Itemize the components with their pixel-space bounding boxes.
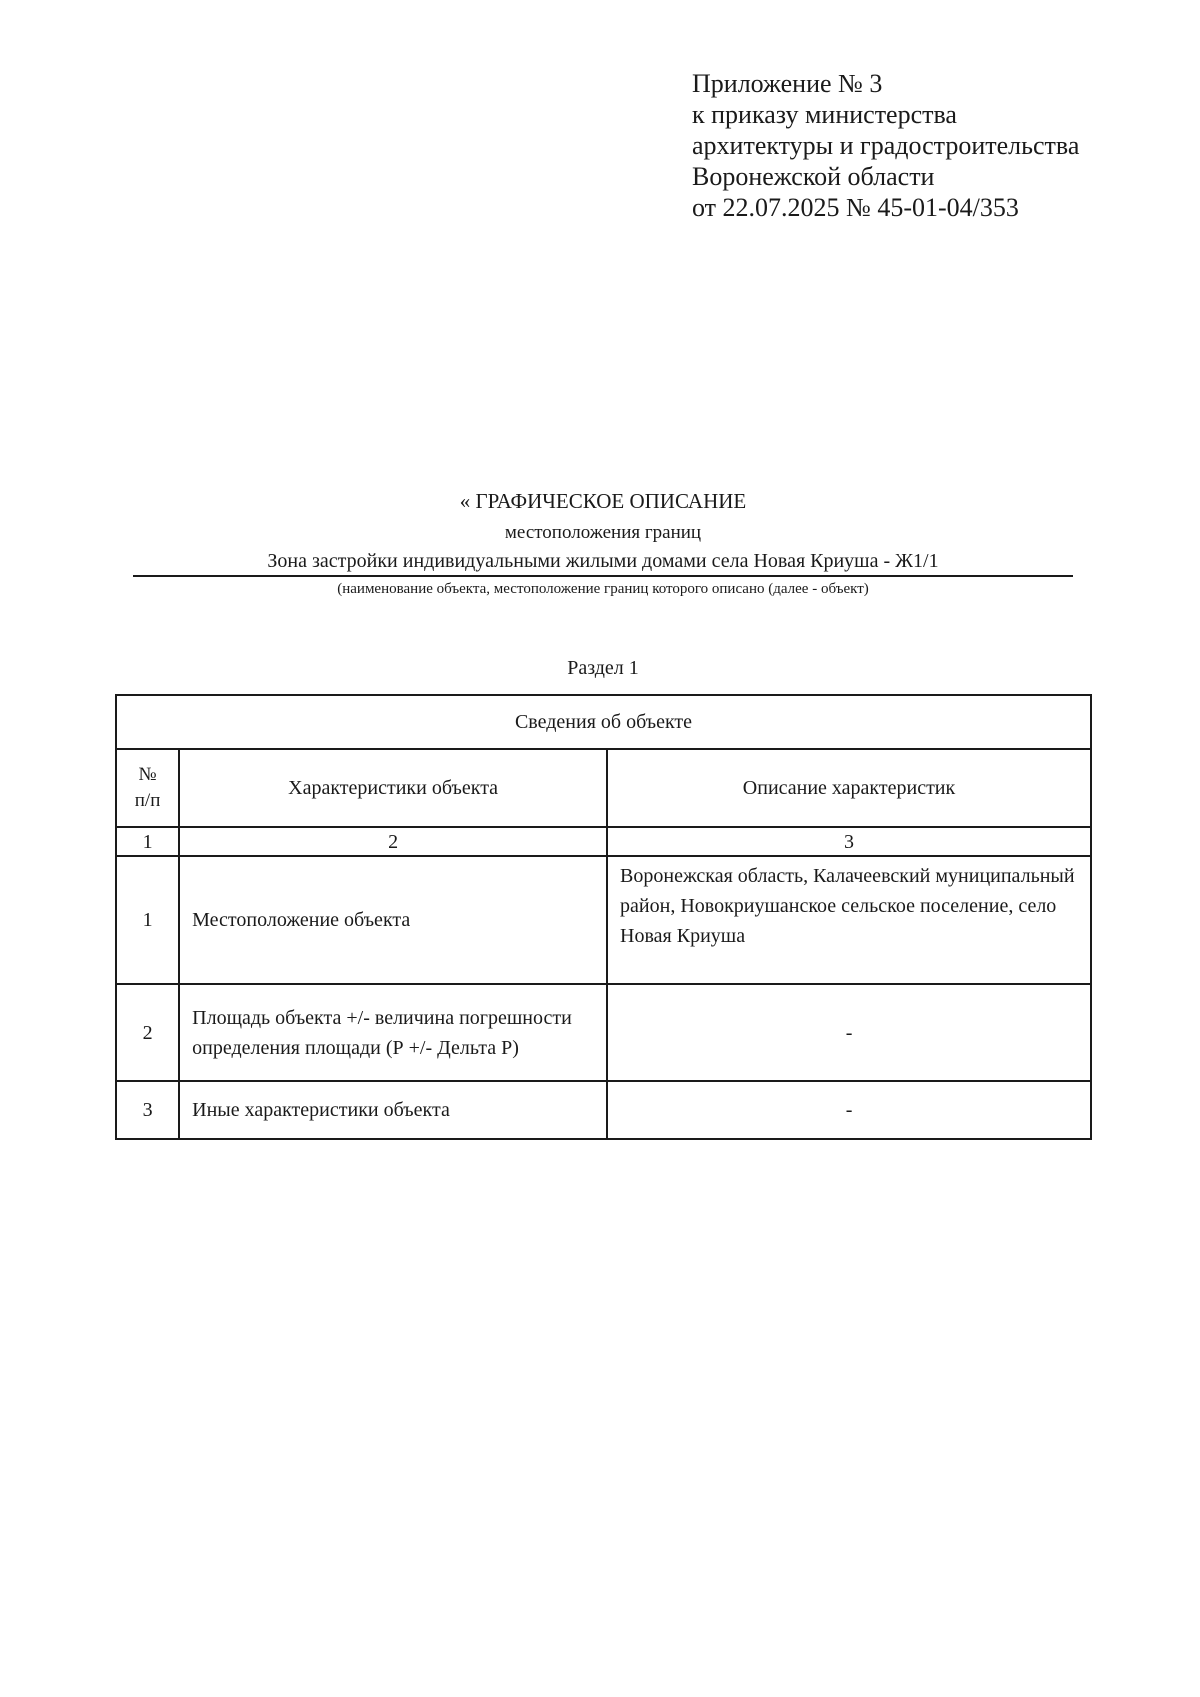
row-characteristic: Иные характеристики объекта	[179, 1081, 607, 1139]
document-title: « ГРАФИЧЕСКОЕ ОПИСАНИЕ	[459, 489, 747, 513]
header-num	[116, 749, 179, 827]
header-description: Описание характеристик	[607, 749, 1091, 827]
appendix-reference	[692, 68, 1079, 223]
row-characteristic: Местоположение объекта	[179, 856, 607, 984]
table-row	[116, 984, 1091, 1081]
section-label: Раздел 1	[567, 657, 639, 679]
table-index-row	[116, 827, 1091, 856]
row-description: -	[607, 1081, 1091, 1139]
row-num: 2	[116, 984, 179, 1081]
appendix-line: к приказу министерства	[692, 100, 957, 129]
object-name: Зона застройки индивидуальными жилыми домами села Новая Криуша - Ж1/1	[133, 549, 1073, 577]
table-row	[116, 1081, 1091, 1139]
row-num: 1	[116, 856, 179, 984]
appendix-line: Приложение № 3	[692, 69, 883, 98]
table-header-row	[116, 749, 1091, 827]
appendix-line: от 22.07.2025 № 45-01-04/353	[692, 193, 1019, 222]
appendix-line: архитектуры и градостроительства	[692, 131, 1080, 160]
document-title-block	[133, 488, 1073, 599]
index-cell: 2	[179, 827, 607, 856]
appendix-line: Воронежской области	[692, 162, 935, 191]
header-num-line: п/п	[134, 790, 161, 811]
index-cell: 1	[116, 827, 179, 856]
index-cell: 3	[607, 827, 1091, 856]
header-characteristics: Характеристики объекта	[179, 749, 607, 827]
table-row	[116, 856, 1091, 984]
table-caption: Сведения об объекте	[116, 695, 1091, 749]
object-info-table	[115, 694, 1092, 1140]
row-description: Воронежская область, Калачеевский муниципальный район, Новокриушанское сельское поселение, село Новая Криуша	[607, 856, 1091, 984]
object-name-caption: (наименование объекта, местоположение границ которого описано (далее - объект)	[337, 581, 869, 597]
row-num: 3	[116, 1081, 179, 1139]
row-characteristic: Площадь объекта +/- величина погрешности определения площади (Р +/- Дельта Р)	[179, 984, 607, 1081]
row-description: -	[607, 984, 1091, 1081]
table-caption-row	[116, 695, 1091, 749]
header-num-line: №	[138, 764, 157, 785]
document-subtitle: местоположения границ	[504, 522, 702, 543]
